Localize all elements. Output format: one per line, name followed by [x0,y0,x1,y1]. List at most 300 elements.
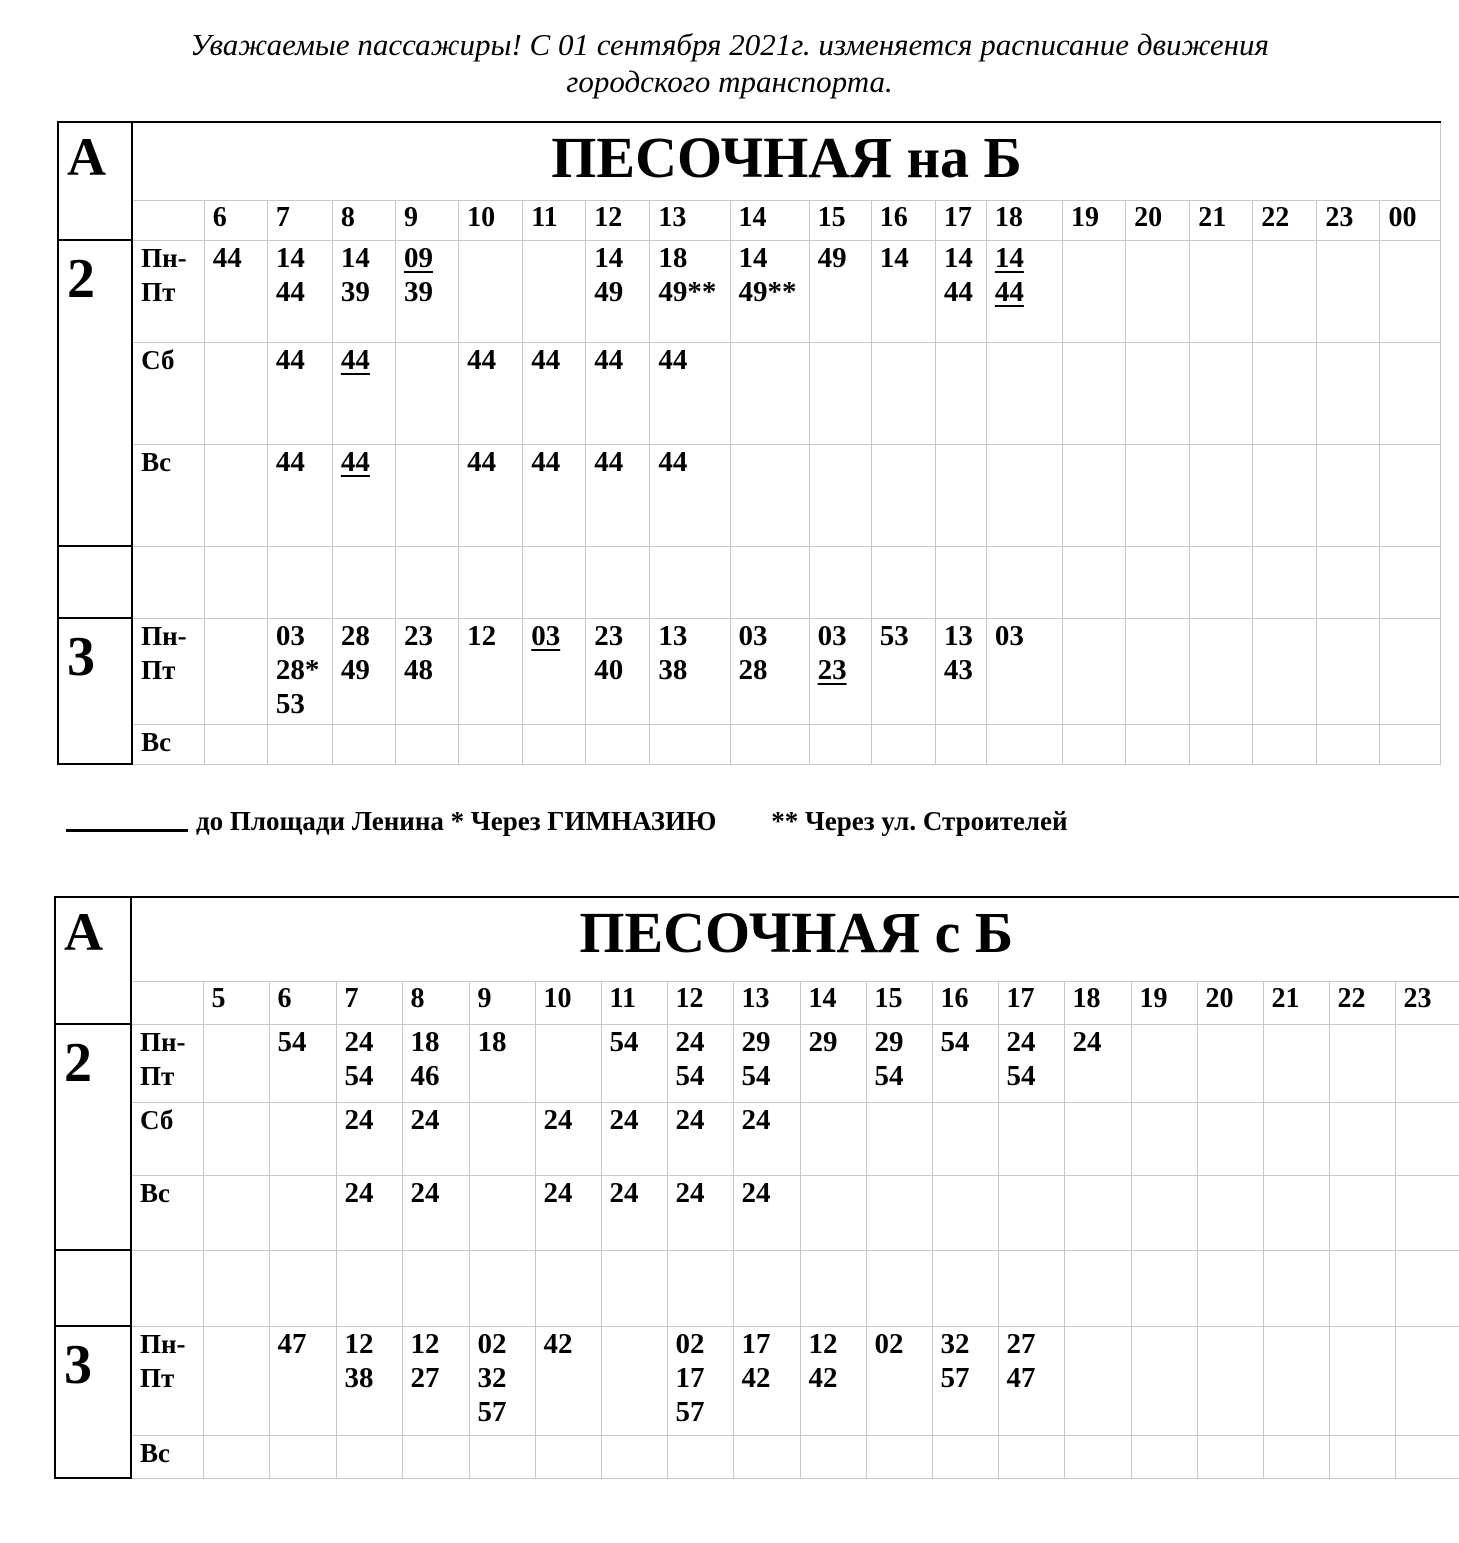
legend-underline-text: до Площади Ленина [196,806,444,836]
day-label: Пн- Пт [131,1024,203,1102]
departure-cell [800,1175,866,1250]
legend-star-text: * Через ГИМНАЗИЮ [450,806,717,836]
departure-cell: 24 54 [998,1024,1064,1102]
departure-cell [1131,1326,1197,1435]
spacer-cell [1263,1250,1329,1326]
departure-cell: 17 42 [733,1326,800,1435]
departure-cell: 24 [667,1175,733,1250]
departure-cell: 29 [800,1024,866,1102]
departure-cell: 24 [402,1102,469,1175]
departure-cell [1329,1175,1395,1250]
departure-cell [1253,724,1317,764]
departure-cell [1126,342,1190,444]
departure-cell [1197,1435,1263,1478]
spacer-cell [733,1250,800,1326]
departure-cell [809,444,871,546]
departure-cell [1063,724,1126,764]
schedule-row [55,1024,1459,1102]
spacer-cell [459,546,523,618]
departure-cell: 18 46 [402,1024,469,1102]
departure-cell [733,1435,800,1478]
departure-cell [1317,444,1380,546]
departure-cell [1380,724,1441,764]
table-title: ПЕСОЧНАЯ на Б [132,122,1440,200]
departure-cell: 24 [733,1175,800,1250]
departure-cell [1253,342,1317,444]
departure-cell: 44 [332,342,395,444]
departure-cell [1395,1435,1459,1478]
departure-cell: 12 38 [336,1326,402,1435]
departure-cell: 54 [601,1024,667,1102]
departure-cell [871,724,935,764]
departure-cell [650,724,730,764]
departure-cell [871,444,935,546]
departure-cell [1395,1326,1459,1435]
departure-cell [332,724,395,764]
spacer-row [55,1250,1459,1326]
day-label: Пн- Пт [132,618,204,724]
spacer-cell [132,546,204,618]
departure-cell [1329,1102,1395,1175]
spacer-cell [332,546,395,618]
departure-cell [935,724,986,764]
hour-header: 5 [203,981,269,1024]
departure-cell [932,1102,998,1175]
departure-cell [866,1175,932,1250]
departure-cell [1064,1175,1131,1250]
legend-double-star-text: ** Через ул. Строителей [771,806,1068,836]
departure-cell: 42 [535,1326,601,1435]
departure-cell [402,1435,469,1478]
departure-cell [871,342,935,444]
departure-cell: 44 [459,342,523,444]
departure-cell: 28 49 [332,618,395,724]
departure-cell: 09 39 [396,240,459,342]
corner-letter: А [55,897,131,1024]
departure-cell [1126,618,1190,724]
departure-cell [1190,444,1253,546]
departure-cell [396,724,459,764]
day-label: Вс [131,1175,203,1250]
route-number: 2 [58,240,132,546]
departure-cell [535,1435,601,1478]
departure-cell [986,444,1062,546]
departure-cell [1380,342,1441,444]
hour-header: 17 [935,200,986,240]
spacer-cell [535,1250,601,1326]
hour-header: 20 [1197,981,1263,1024]
route-number: 2 [55,1024,131,1250]
schedule-row [58,724,1441,764]
departure-cell [1064,1435,1131,1478]
departure-cell [1263,1024,1329,1102]
departure-cell: 02 [866,1326,932,1435]
departure-cell [1263,1175,1329,1250]
spacer-cell [1253,546,1317,618]
departure-cell [1064,1326,1131,1435]
hour-header: 23 [1395,981,1459,1024]
departure-cell [1380,240,1441,342]
departure-cell [1317,342,1380,444]
departure-cell [1197,1175,1263,1250]
spacer-cell [871,546,935,618]
hour-header: 21 [1190,200,1253,240]
departure-cell: 32 57 [932,1326,998,1435]
departure-cell: 03 28 [730,618,809,724]
spacer-cell [809,546,871,618]
departure-cell: 24 54 [336,1024,402,1102]
departure-cell: 14 49** [730,240,809,342]
hour-header: 15 [809,200,871,240]
spacer-cell [55,1250,131,1326]
hour-header: 14 [800,981,866,1024]
departure-cell [800,1102,866,1175]
route-number: 3 [58,618,132,764]
route-number: 3 [55,1326,131,1478]
departure-cell: 29 54 [866,1024,932,1102]
departure-cell: 03 [523,618,586,724]
departure-cell [1190,342,1253,444]
departure-cell [1190,724,1253,764]
departure-cell [986,724,1062,764]
spacer-cell [469,1250,535,1326]
departure-cell [469,1175,535,1250]
departure-cell: 14 [871,240,935,342]
departure-cell: 44 [523,444,586,546]
hour-header: 12 [586,200,650,240]
departure-cell: 24 [1064,1024,1131,1102]
spacer-cell [396,546,459,618]
departure-cell [1329,1435,1395,1478]
spacer-cell [1126,546,1190,618]
notice [0,26,1459,100]
hour-header: 13 [733,981,800,1024]
hour-header: 10 [535,981,601,1024]
departure-cell [1253,444,1317,546]
hour-header: 7 [336,981,402,1024]
hour-header: 12 [667,981,733,1024]
spacer-cell [523,546,586,618]
hour-header: 00 [1380,200,1441,240]
spacer-cell [1063,546,1126,618]
departure-cell [1395,1102,1459,1175]
departure-cell [935,342,986,444]
departure-cell [986,342,1062,444]
departure-cell [459,240,523,342]
departure-cell [396,444,459,546]
departure-cell: 53 [871,618,935,724]
table-title: ПЕСОЧНАЯ с Б [131,897,1459,981]
schedule-row [55,1175,1459,1250]
departure-cell [932,1435,998,1478]
departure-cell: 14 44 [986,240,1062,342]
departure-cell: 13 38 [650,618,730,724]
departure-cell: 44 [267,444,332,546]
hour-header: 19 [1063,200,1126,240]
departure-cell: 24 [601,1102,667,1175]
hour-header: 11 [601,981,667,1024]
spacer-cell [667,1250,733,1326]
departure-cell [1395,1175,1459,1250]
day-header-cell [131,981,203,1024]
legend [66,806,1068,837]
hour-header: 22 [1253,200,1317,240]
departure-cell [204,342,267,444]
departure-cell [1395,1024,1459,1102]
day-label: Пн- Пт [132,240,204,342]
underline-marker [66,829,188,832]
day-label: Сб [132,342,204,444]
departure-cell [523,240,586,342]
departure-cell: 49 [809,240,871,342]
departure-cell [204,724,267,764]
departure-cell: 54 [269,1024,336,1102]
departure-cell [1329,1024,1395,1102]
schedule-table-from-b [54,896,1459,1479]
departure-cell: 24 54 [667,1024,733,1102]
departure-cell [1263,1435,1329,1478]
spacer-cell [1317,546,1380,618]
departure-cell [1131,1024,1197,1102]
hour-header: 18 [986,200,1062,240]
departure-cell: 18 [469,1024,535,1102]
schedule-row [58,240,1441,342]
spacer-cell [866,1250,932,1326]
hour-header: 23 [1317,200,1380,240]
departure-cell [1197,1024,1263,1102]
spacer-cell [1380,546,1441,618]
departure-cell [1064,1102,1131,1175]
departure-cell [1126,240,1190,342]
hour-header: 17 [998,981,1064,1024]
departure-cell: 12 27 [402,1326,469,1435]
departure-cell: 24 [601,1175,667,1250]
departure-cell [1131,1175,1197,1250]
departure-cell [1263,1102,1329,1175]
departure-cell [809,342,871,444]
departure-cell: 24 [667,1102,733,1175]
departure-cell: 44 [523,342,586,444]
departure-cell: 14 49 [586,240,650,342]
departure-cell [601,1326,667,1435]
departure-cell: 44 [204,240,267,342]
departure-cell: 13 43 [935,618,986,724]
schedule-row [58,618,1441,724]
departure-cell [269,1102,336,1175]
notice-line-2: городского транспорта. [566,64,893,99]
departure-cell [203,1326,269,1435]
spacer-cell [269,1250,336,1326]
departure-cell: 03 [986,618,1062,724]
departure-cell: 44 [586,444,650,546]
departure-cell: 02 17 57 [667,1326,733,1435]
departure-cell: 27 47 [998,1326,1064,1435]
departure-cell: 12 42 [800,1326,866,1435]
departure-cell [469,1102,535,1175]
departure-cell: 54 [932,1024,998,1102]
departure-cell [866,1435,932,1478]
hour-header: 6 [204,200,267,240]
departure-cell [203,1435,269,1478]
corner-letter: А [58,122,132,240]
day-label: Пн- Пт [131,1326,203,1435]
departure-cell [998,1102,1064,1175]
departure-cell [1063,618,1126,724]
departure-cell [998,1435,1064,1478]
departure-cell [1253,618,1317,724]
departure-cell [1063,240,1126,342]
hour-header: 21 [1263,981,1329,1024]
spacer-cell [204,546,267,618]
departure-cell: 14 44 [935,240,986,342]
day-label: Вс [132,444,204,546]
spacer-cell [1395,1250,1459,1326]
departure-cell: 12 [459,618,523,724]
departure-cell [1190,618,1253,724]
departure-cell [1126,724,1190,764]
departure-cell [866,1102,932,1175]
departure-cell [1197,1102,1263,1175]
departure-cell [809,724,871,764]
spacer-cell [402,1250,469,1326]
departure-cell [1131,1102,1197,1175]
departure-cell [1329,1326,1395,1435]
hour-header: 13 [650,200,730,240]
departure-cell: 18 49** [650,240,730,342]
departure-cell [204,444,267,546]
departure-cell: 47 [269,1326,336,1435]
spacer-cell [986,546,1062,618]
hour-header: 11 [523,200,586,240]
departure-cell [935,444,986,546]
departure-cell [267,724,332,764]
departure-cell: 24 [402,1175,469,1250]
hour-header: 8 [332,200,395,240]
hour-header: 18 [1064,981,1131,1024]
hour-header: 6 [269,981,336,1024]
departure-cell [932,1175,998,1250]
spacer-cell [650,546,730,618]
departure-cell [203,1102,269,1175]
departure-cell [1063,444,1126,546]
hour-header: 22 [1329,981,1395,1024]
departure-cell [1126,444,1190,546]
departure-cell: 03 28* 53 [267,618,332,724]
departure-cell: 44 [267,342,332,444]
hour-header: 9 [469,981,535,1024]
schedule-row [55,1435,1459,1478]
spacer-cell [1329,1250,1395,1326]
departure-cell [1063,342,1126,444]
departure-cell [269,1435,336,1478]
departure-cell [730,444,809,546]
departure-cell: 24 [733,1102,800,1175]
departure-cell: 24 [336,1102,402,1175]
departure-cell [1317,240,1380,342]
departure-cell [469,1435,535,1478]
departure-cell: 02 32 57 [469,1326,535,1435]
departure-cell [586,724,650,764]
departure-cell: 24 [336,1175,402,1250]
departure-cell [730,724,809,764]
spacer-cell [935,546,986,618]
spacer-cell [336,1250,402,1326]
departure-cell [1317,618,1380,724]
spacer-cell [932,1250,998,1326]
spacer-cell [1131,1250,1197,1326]
hour-header: 7 [267,200,332,240]
hour-header: 15 [866,981,932,1024]
departure-cell [1263,1326,1329,1435]
departure-cell: 23 40 [586,618,650,724]
departure-cell [523,724,586,764]
departure-cell [1131,1435,1197,1478]
day-label: Вс [131,1435,203,1478]
spacer-cell [267,546,332,618]
departure-cell [204,618,267,724]
spacer-cell [131,1250,203,1326]
departure-cell [336,1435,402,1478]
departure-cell [269,1175,336,1250]
departure-cell [1380,444,1441,546]
spacer-cell [730,546,809,618]
spacer-cell [1064,1250,1131,1326]
departure-cell [800,1435,866,1478]
departure-cell [730,342,809,444]
departure-cell [667,1435,733,1478]
departure-cell: 14 39 [332,240,395,342]
spacer-cell [203,1250,269,1326]
departure-cell [203,1175,269,1250]
hour-header: 8 [402,981,469,1024]
departure-cell [535,1024,601,1102]
hour-header: 19 [1131,981,1197,1024]
departure-cell: 44 [650,444,730,546]
departure-cell [459,724,523,764]
departure-cell [998,1175,1064,1250]
schedule-row [55,1102,1459,1175]
schedule-table-to-b [57,121,1441,765]
departure-cell [1317,724,1380,764]
hour-header: 9 [396,200,459,240]
departure-cell [1380,618,1441,724]
hour-header: 10 [459,200,523,240]
departure-cell [396,342,459,444]
departure-cell [1253,240,1317,342]
departure-cell: 44 [650,342,730,444]
departure-cell: 29 54 [733,1024,800,1102]
notice-line-1: Уважаемые пассажиры! С 01 сентября 2021г. изменяется расписание движения [190,27,1269,62]
hour-header: 16 [871,200,935,240]
hour-header: 14 [730,200,809,240]
departure-cell [1190,240,1253,342]
day-label: Сб [131,1102,203,1175]
day-header-cell [132,200,204,240]
schedule-row [55,1326,1459,1435]
spacer-cell [998,1250,1064,1326]
hour-header: 16 [932,981,998,1024]
departure-cell: 14 44 [267,240,332,342]
departure-cell [1197,1326,1263,1435]
departure-cell [601,1435,667,1478]
departure-cell: 24 [535,1102,601,1175]
departure-cell: 44 [459,444,523,546]
departure-cell: 03 23 [809,618,871,724]
spacer-cell [1190,546,1253,618]
departure-cell: 23 48 [396,618,459,724]
departure-cell: 44 [332,444,395,546]
hour-header: 20 [1126,200,1190,240]
